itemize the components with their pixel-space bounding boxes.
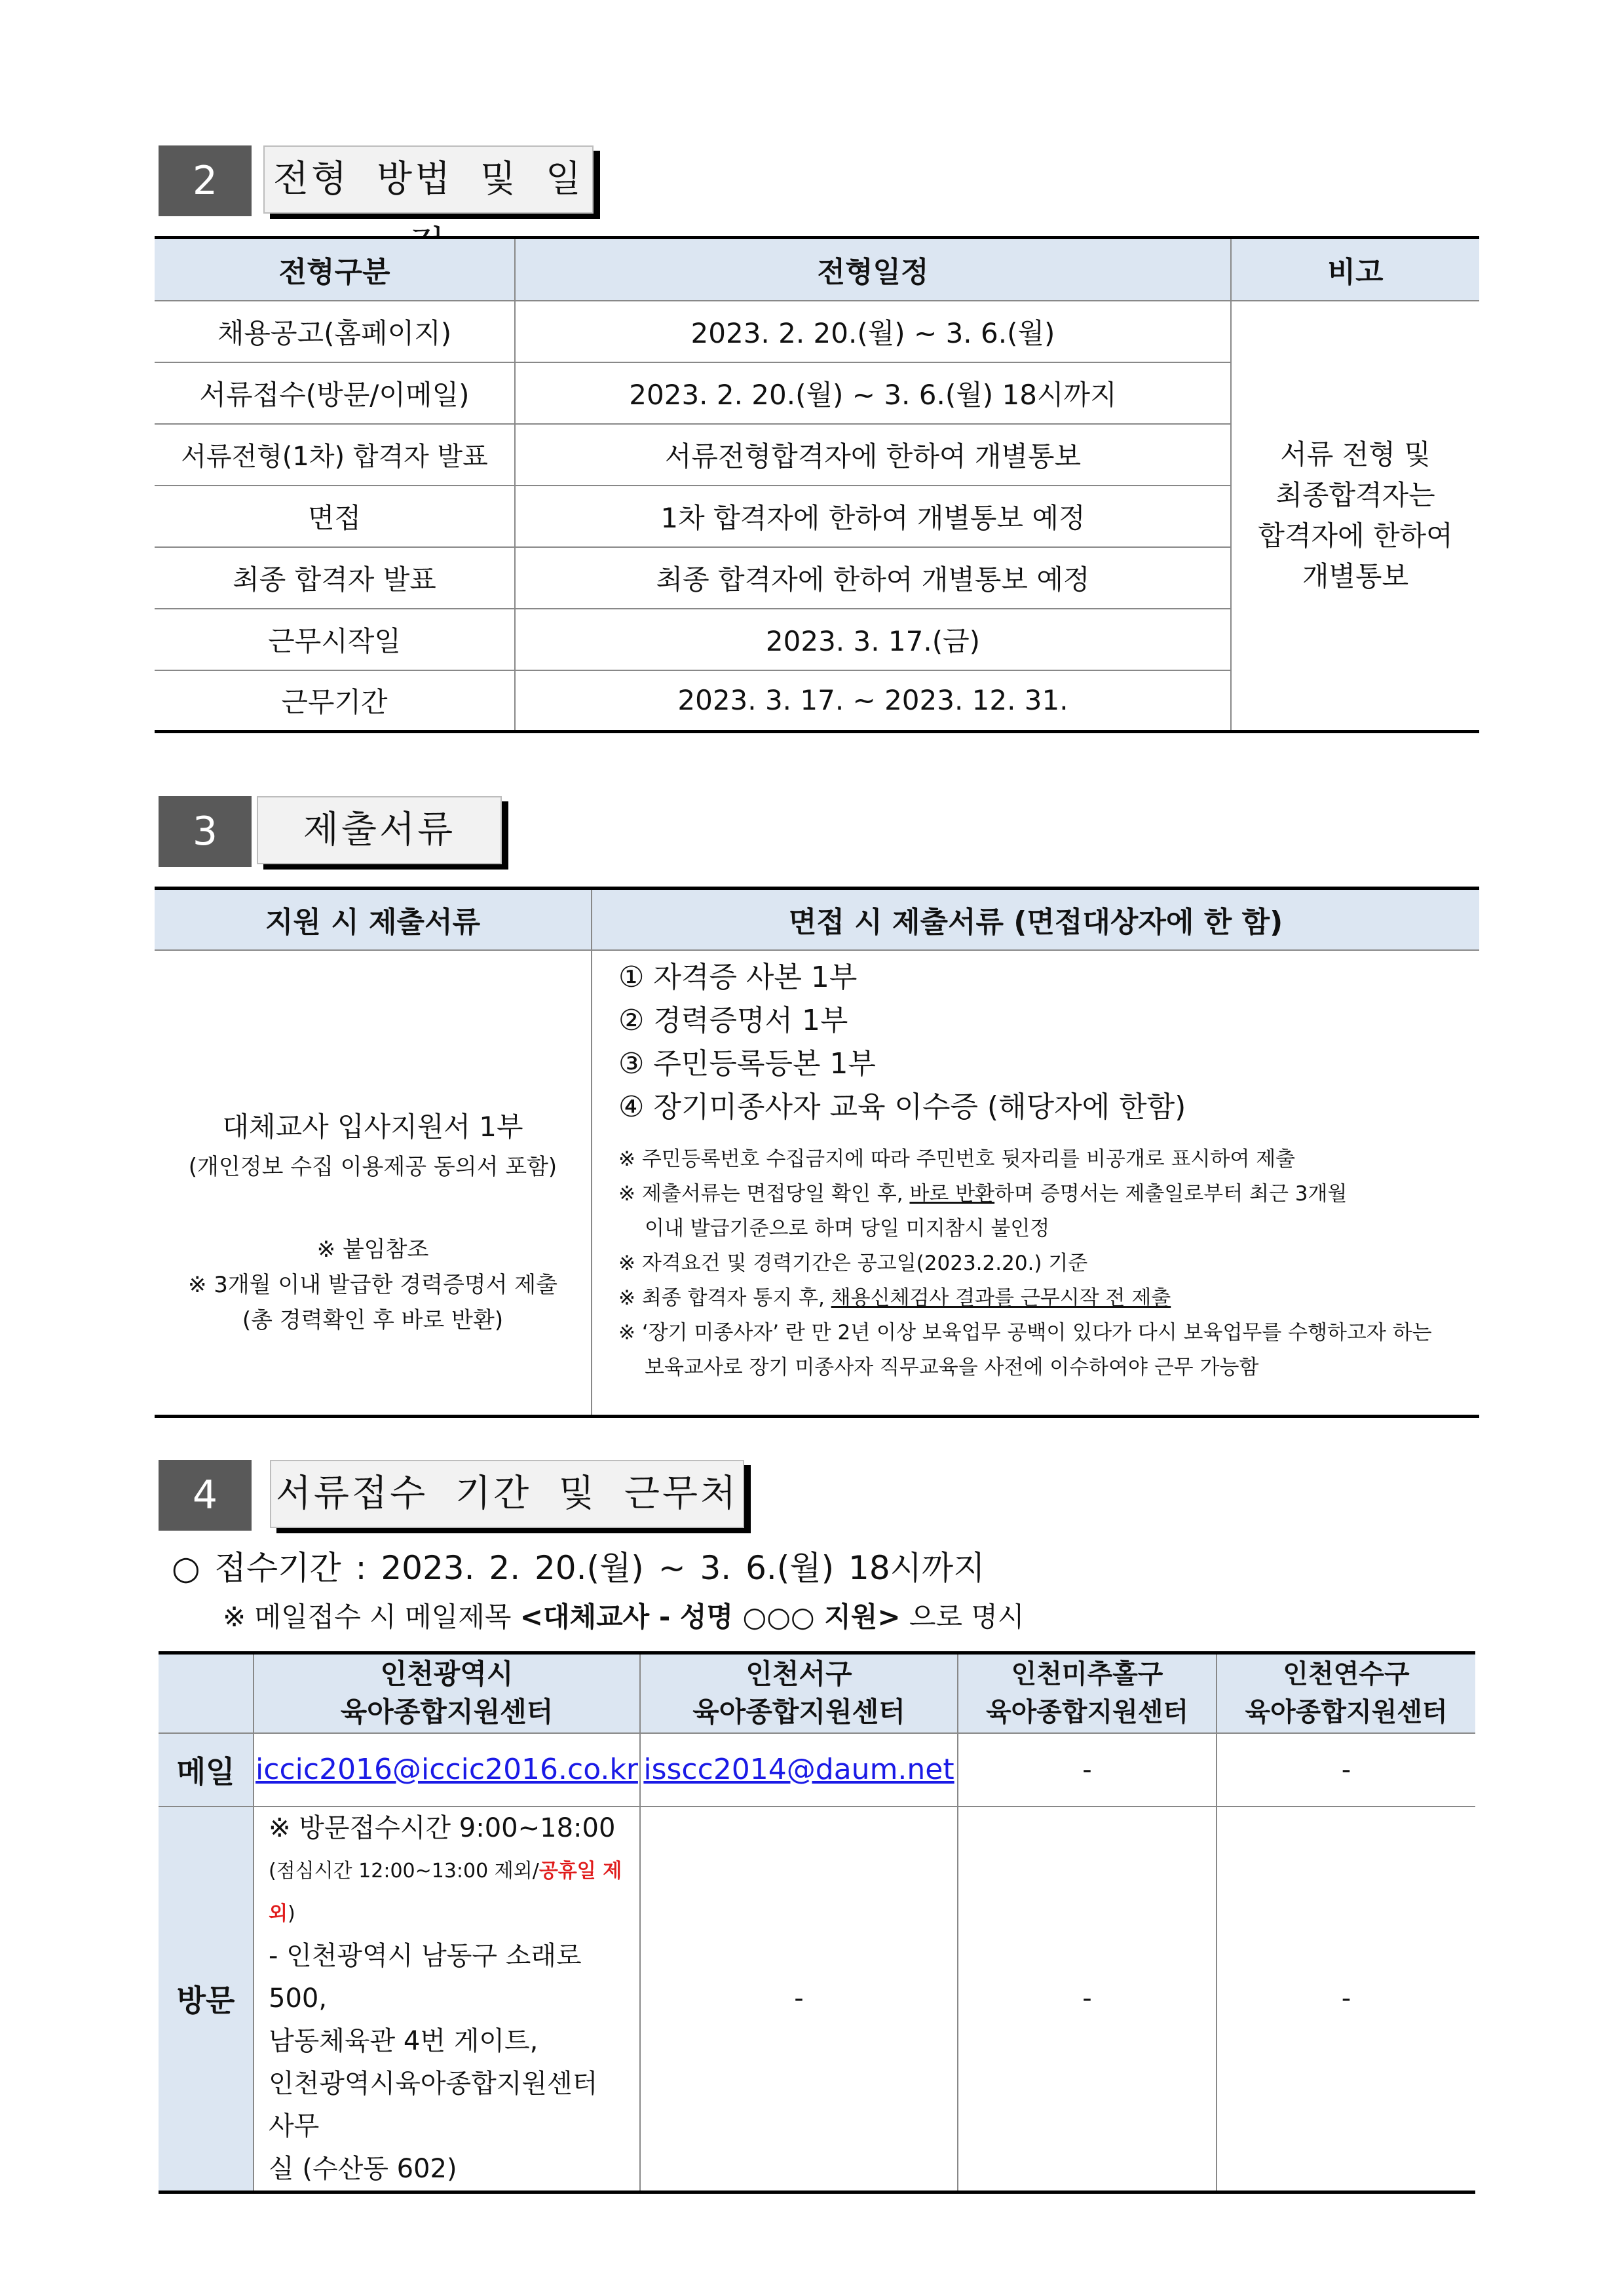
header-apply-docs: 지원 시 제출서류 [155, 889, 592, 950]
visit-address: 남동체육관 4번 게이트, [269, 2025, 538, 2056]
visit-cell: - [640, 1807, 958, 2192]
email-link[interactable]: isscc2014@daum.net [643, 1753, 954, 1786]
interview-note: 보육교사로 장기 미종사자 직무교육을 사전에 이수하여야 근무 가능함 [645, 1355, 1259, 1379]
visit-cell [254, 1807, 640, 2192]
interview-doc-item: ③ 주민등록등본 1부 [618, 1046, 876, 1081]
apply-docs-cell [155, 950, 592, 1417]
remark-line: 서류 전형 및 [1280, 438, 1431, 470]
apply-doc-line: 대체교사 입사지원서 1부 [222, 1110, 523, 1143]
section-number: 4 [159, 1460, 252, 1531]
schedule-cell: 2023. 3. 17. ~ 2023. 12. 31. [515, 670, 1231, 732]
header-remark: 비고 [1231, 238, 1479, 301]
section-title: 서류접수 기간 및 근무처 [270, 1460, 744, 1528]
visit-row-label: 방문 [159, 1807, 254, 2192]
stage-cell: 서류접수(방문/이메일) [155, 362, 515, 424]
apply-doc-note: ※ 3개월 이내 발급한 경력증명서 제출 [188, 1271, 557, 1298]
mail-row-label: 메일 [159, 1733, 254, 1807]
interview-note: ※ 제출서류는 면접당일 확인 후, 바로 반환하며 증명서는 제출일로부터 최근 3개월 [618, 1181, 1348, 1206]
application-period: ○ 접수기간 : 2023. 2. 20.(월) ~ 3. 6.(월) 18시까지 [172, 1549, 985, 1587]
interview-doc-item: ② 경력증명서 1부 [618, 1003, 848, 1037]
visit-address: 실 (수산동 602) [269, 2153, 457, 2184]
interview-note: ※ 주민등록번호 수집금지에 따라 주민번호 뒷자리를 비공개로 표시하여 제출 [618, 1147, 1296, 1171]
visit-address: 인천광역시육아종합지원센터 사무 [269, 2068, 598, 2141]
mail-cell: - [1217, 1733, 1475, 1807]
mail-subject-note: ※ 메일접수 시 메일제목 <대체교사 - 성명 ○○○ 지원> 으로 명시 [223, 1601, 1025, 1633]
schedule-cell: 2023. 3. 17.(금) [515, 609, 1231, 670]
mail-cell [640, 1733, 958, 1807]
stage-cell: 서류전형(1차) 합격자 발표 [155, 424, 515, 486]
stage-cell: 근무시작일 [155, 609, 515, 670]
remark-cell [1231, 301, 1479, 732]
schedule-cell: 2023. 2. 20.(월) ~ 3. 6.(월) [515, 301, 1231, 362]
apply-doc-note: ※ 붙임참조 [316, 1236, 429, 1263]
interview-note: ※ ‘장기 미종사자’ 란 만 2년 이상 보육업무 공백이 있다가 다시 보육업무를 수행하고자 하는 [618, 1320, 1432, 1345]
stage-cell: 면접 [155, 486, 515, 547]
section-4-header [159, 1460, 748, 1531]
apply-doc-note: (총 경력확인 후 바로 반환) [242, 1307, 504, 1333]
remark-line: 합격자에 한하여 [1258, 519, 1453, 552]
remark-line: 최종합격자는 [1275, 478, 1435, 511]
center-header: 인천미추홀구 육아종합지원센터 [958, 1653, 1217, 1733]
apply-doc-line: (개인정보 수집 이용제공 동의서 포함) [188, 1153, 557, 1180]
email-link[interactable]: iccic2016@iccic2016.co.kr [255, 1753, 638, 1786]
stage-cell: 채용공고(홈페이지) [155, 301, 515, 362]
interview-doc-item: ① 자격증 사본 1부 [618, 960, 858, 994]
remark-line: 개별통보 [1302, 560, 1409, 592]
schedule-cell: 1차 합격자에 한하여 개별통보 예정 [515, 486, 1231, 547]
center-header: 인천연수구 육아종합지원센터 [1217, 1653, 1475, 1733]
visit-lunch: (점심시간 12:00~13:00 제외/공휴일 제외) [269, 1859, 622, 1925]
interview-docs-cell [592, 950, 1479, 1417]
section-2-header [159, 145, 604, 216]
section-title: 제출서류 [257, 796, 502, 864]
interview-note: ※ 자격요건 및 경력기간은 공고일(2023.2.20.) 기준 [618, 1251, 1088, 1275]
section-number: 3 [159, 796, 252, 867]
schedule-cell: 2023. 2. 20.(월) ~ 3. 6.(월) 18시까지 [515, 362, 1231, 424]
documents-table [155, 887, 1479, 1418]
visit-address: - 인천광역시 남동구 소래로 500, [269, 1940, 582, 2014]
schedule-cell: 서류전형합격자에 한하여 개별통보 [515, 424, 1231, 486]
visit-hours: ※ 방문접수시간 9:00~18:00 [269, 1812, 616, 1843]
stage-cell: 최종 합격자 발표 [155, 547, 515, 609]
section-number: 2 [159, 145, 252, 216]
visit-cell: - [958, 1807, 1217, 2192]
stage-cell: 근무기간 [155, 670, 515, 732]
corner-cell [159, 1653, 254, 1733]
schedule-cell: 최종 합격자에 한하여 개별통보 예정 [515, 547, 1231, 609]
interview-doc-item: ④ 장기미종사자 교육 이수증 (해당자에 한함) [618, 1090, 1186, 1124]
section-title: 전형 방법 및 일 [263, 145, 594, 214]
center-header: 인천광역시 육아종합지원센터 [254, 1653, 640, 1733]
interview-note: 이내 발급기준으로 하며 당일 미지참시 불인정 [645, 1216, 1050, 1240]
section-3-header [159, 796, 499, 867]
mail-cell: - [958, 1733, 1217, 1807]
header-interview-docs: 면접 시 제출서류 (면접대상자에 한 함) [592, 889, 1479, 950]
center-header: 인천서구 육아종합지원센터 [640, 1653, 958, 1733]
mail-cell [254, 1733, 640, 1807]
visit-cell: - [1217, 1807, 1475, 2192]
interview-note: ※ 최종 합격자 통지 후, 채용신체검사 결과를 근무시작 전 제출 [618, 1286, 1171, 1310]
schedule-table [155, 236, 1479, 733]
centers-table [159, 1651, 1475, 2194]
header-stage: 전형구분 [155, 238, 515, 301]
header-schedule: 전형일정 [515, 238, 1231, 301]
